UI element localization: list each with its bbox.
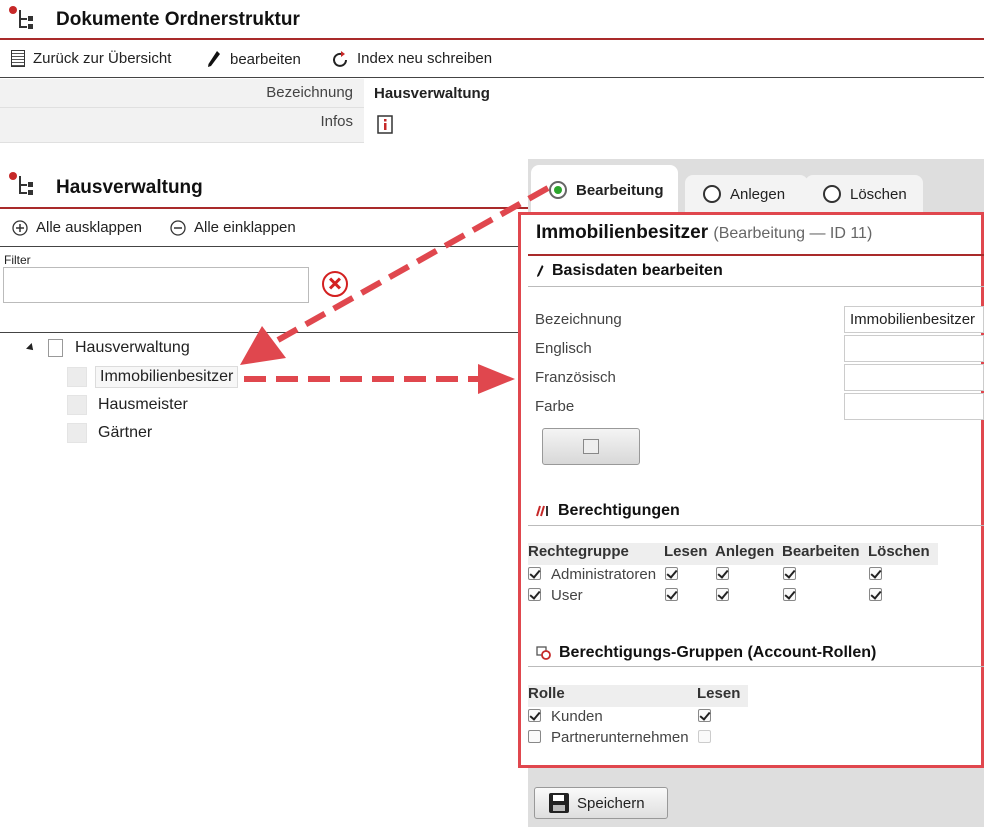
tab-label: Bearbeitung [576, 181, 664, 199]
annotation-arrowhead [478, 364, 515, 394]
column-header: Löschen [868, 543, 930, 560]
collapse-triangle-icon[interactable] [26, 343, 36, 353]
tree-node-label: Immobilienbesitzer [95, 366, 238, 388]
info-label: Infos [0, 108, 364, 143]
expand-all-label: Alle ausklappen [36, 219, 142, 236]
column-header: Rolle [528, 685, 565, 702]
save-button[interactable] [534, 787, 668, 819]
field-label-bezeichnung: Bezeichnung [535, 311, 622, 328]
folder-tree-icon [9, 6, 35, 32]
tab-loeschen[interactable] [805, 175, 923, 213]
info-row-bezeichnung [0, 79, 984, 108]
role-group-icon [536, 646, 551, 660]
panel-subtitle: (Bearbeitung — ID 11) [713, 225, 873, 242]
tree-node-label: Gärtner [98, 424, 153, 441]
loeschen-checkbox[interactable] [869, 567, 882, 580]
role-name: Kunden [551, 708, 603, 725]
toolbar [0, 40, 984, 78]
tree-node-hausmeister[interactable] [67, 395, 188, 415]
column-header: Lesen [664, 543, 708, 560]
save-label: Speichern [577, 794, 645, 812]
info-icon[interactable] [377, 115, 393, 138]
farbe-field[interactable] [844, 393, 984, 420]
page-header [0, 0, 984, 40]
field-label-franzoesisch: Französisch [535, 369, 616, 386]
lesen-checkbox[interactable] [698, 730, 711, 743]
section-basisdaten [536, 262, 723, 280]
floppy-disk-icon [549, 793, 569, 813]
reindex-label: Index neu schreiben [357, 50, 493, 67]
section-account-rollen [536, 644, 876, 662]
plus-circle-icon [12, 220, 28, 236]
radio-icon [703, 185, 721, 203]
tree-node-label: Hausverwaltung [75, 339, 190, 356]
field-label-farbe: Farbe [535, 398, 575, 415]
color-swatch-icon [583, 439, 599, 454]
permissions-icon [536, 505, 550, 517]
row-select-checkbox[interactable] [528, 567, 541, 580]
divider [528, 286, 984, 287]
tree-panel-title: Hausverwaltung [56, 177, 203, 198]
info-row-infos [0, 108, 984, 143]
back-to-overview-button[interactable] [11, 50, 171, 67]
expand-all-button[interactable] [12, 219, 142, 236]
column-header: Rechtegruppe [528, 543, 629, 560]
pencil-icon [206, 50, 222, 68]
field-label-englisch: Englisch [535, 340, 592, 357]
bezeichnung-field[interactable] [844, 306, 984, 333]
row-select-checkbox[interactable] [528, 730, 541, 743]
color-picker-button[interactable] [542, 428, 640, 465]
row-select-checkbox[interactable] [528, 709, 541, 722]
tab-anlegen[interactable] [685, 175, 808, 213]
node-checkbox[interactable] [67, 423, 87, 443]
node-checkbox[interactable] [67, 367, 87, 387]
minus-circle-icon [170, 220, 186, 236]
folder-tree-icon [9, 172, 35, 198]
bearbeiten-checkbox[interactable] [783, 567, 796, 580]
collapse-all-button[interactable] [170, 219, 296, 236]
section-berechtigungen [536, 502, 680, 520]
anlegen-checkbox[interactable] [716, 567, 729, 580]
info-value: Hausverwaltung [374, 85, 490, 102]
section-title: Basisdaten bearbeiten [552, 262, 723, 279]
role-name: Partnerunternehmen [551, 729, 689, 746]
lesen-checkbox[interactable] [665, 567, 678, 580]
filter-input[interactable] [3, 267, 309, 303]
panel-title-text: Immobilienbesitzer [536, 222, 709, 243]
tab-bearbeitung[interactable] [531, 165, 678, 215]
tree-node-label: Hausmeister [98, 396, 188, 413]
section-title: Berechtigungen [558, 502, 680, 519]
divider [528, 525, 984, 526]
info-label: Bezeichnung [0, 79, 364, 108]
tree-panel-header [0, 168, 528, 209]
info-table [0, 79, 984, 143]
lesen-checkbox[interactable] [665, 588, 678, 601]
panel-title [536, 222, 872, 244]
filter-area [0, 248, 528, 333]
franzoesisch-field[interactable] [844, 364, 984, 391]
anlegen-checkbox[interactable] [716, 588, 729, 601]
clear-filter-icon[interactable] [322, 271, 348, 297]
lesen-checkbox[interactable] [698, 709, 711, 722]
tab-label: Löschen [850, 185, 907, 203]
document-list-icon [11, 50, 25, 67]
column-header: Anlegen [715, 543, 775, 560]
column-header: Bearbeiten [782, 543, 860, 560]
radio-selected-icon [549, 181, 567, 199]
permission-group-name: User [551, 587, 583, 604]
collapse-all-label: Alle einklappen [194, 219, 296, 236]
back-label: Zurück zur Übersicht [33, 50, 172, 67]
node-checkbox[interactable] [67, 395, 87, 415]
radio-icon [823, 185, 841, 203]
document-icon [48, 339, 63, 357]
filter-label: Filter [4, 253, 31, 267]
section-title: Berechtigungs-Gruppen (Account-Rollen) [559, 644, 877, 661]
tree-root-node[interactable] [27, 339, 190, 357]
pencil-icon [536, 264, 544, 278]
loeschen-checkbox[interactable] [869, 588, 882, 601]
permission-group-name: Administratoren [551, 566, 657, 583]
tree-node-immobilienbesitzer[interactable] [67, 366, 238, 388]
englisch-field[interactable] [844, 335, 984, 362]
divider [528, 254, 984, 256]
page-title: Dokumente Ordnerstruktur [56, 9, 300, 30]
expand-toolbar [0, 209, 528, 247]
bearbeiten-checkbox[interactable] [783, 588, 796, 601]
reindex-button[interactable] [333, 50, 492, 67]
edit-button[interactable] [206, 50, 301, 68]
column-header: Lesen [697, 685, 741, 702]
refresh-icon [333, 51, 349, 67]
edit-label: bearbeiten [230, 50, 301, 68]
row-select-checkbox[interactable] [528, 588, 541, 601]
tree-node-gaertner[interactable] [67, 423, 152, 443]
divider [528, 666, 984, 667]
tab-label: Anlegen [730, 185, 786, 203]
